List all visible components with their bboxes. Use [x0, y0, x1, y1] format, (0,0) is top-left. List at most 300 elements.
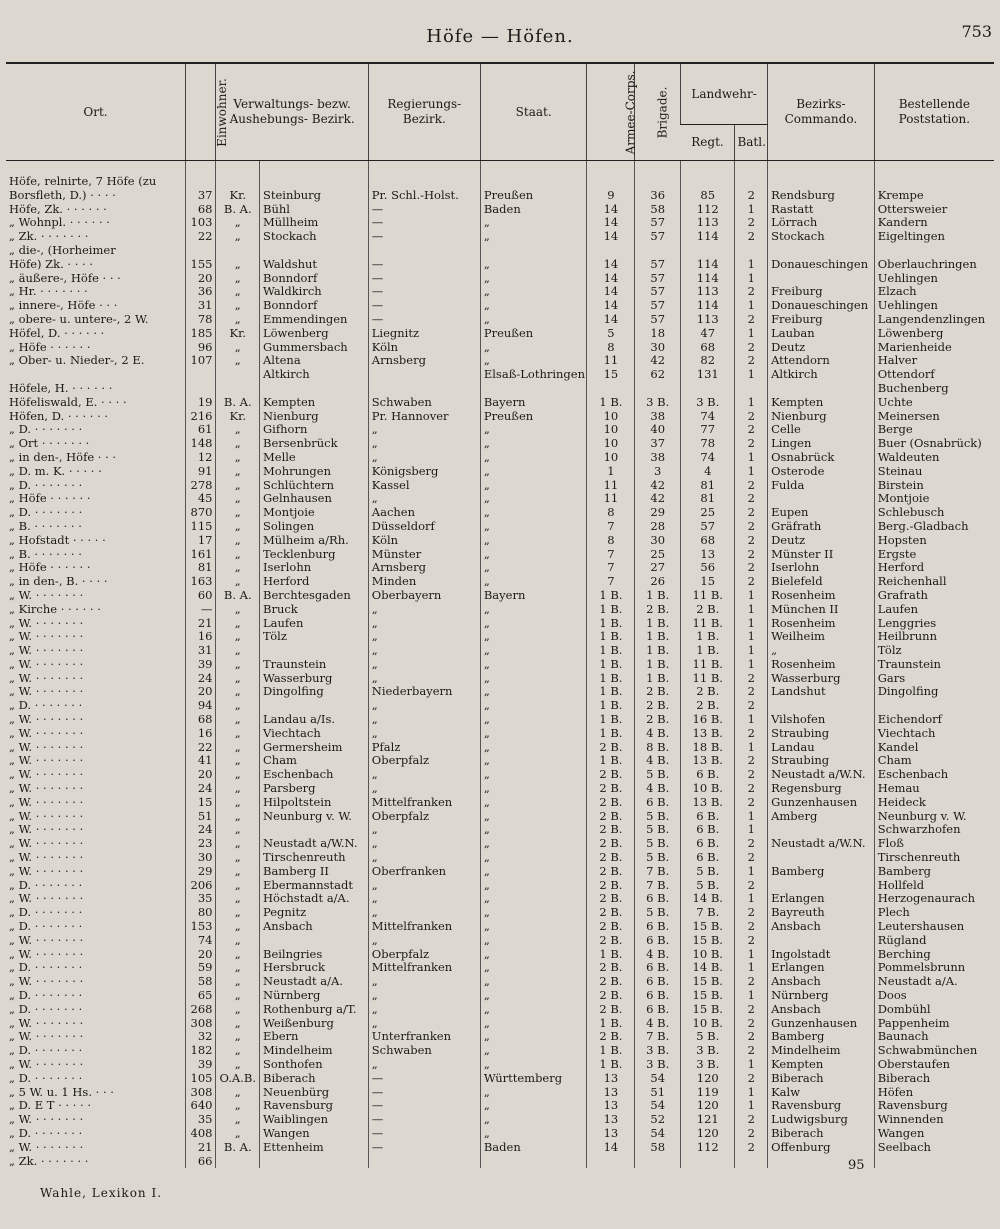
- cell-ac: 1 B.: [587, 685, 635, 699]
- cell-reg: Pr. Hannover: [368, 410, 480, 424]
- cell-post: Cham: [874, 754, 994, 768]
- cell-bez: Bersenbrück: [260, 437, 369, 451]
- cell-ac: 7: [587, 575, 635, 589]
- cell-rg: 2 B.: [681, 685, 735, 699]
- cell-ac: [587, 161, 635, 189]
- cell-rg: 121: [681, 1113, 735, 1127]
- cell-br: 38: [635, 410, 681, 424]
- footer-signature: 95: [848, 1158, 865, 1173]
- cell-reg: „: [368, 727, 480, 741]
- cell-cmd: Rosenheim: [768, 617, 875, 631]
- cell-ac: 14: [587, 299, 635, 313]
- cell-ew: 22: [186, 741, 216, 755]
- cell-bt: 1: [735, 810, 768, 824]
- cell-ort: „ B. · · · · · · ·: [9, 519, 82, 533]
- cell-br: 57: [635, 272, 681, 286]
- table-row: [6, 244, 994, 258]
- cell-post: Schwabmünchen: [874, 1044, 994, 1058]
- cell-ew: 12: [186, 451, 216, 465]
- cell-bt: [735, 244, 768, 258]
- cell-ort: „ D. · · · · · · ·: [9, 1002, 83, 1016]
- table-row: [6, 1058, 994, 1072]
- cell-post: Hemau: [874, 782, 994, 796]
- cell-reg: „: [368, 699, 480, 713]
- cell-st: „: [480, 796, 587, 810]
- cell-ac: 1 B.: [587, 754, 635, 768]
- cell-st: „: [480, 520, 587, 534]
- cell-st: „: [480, 341, 587, 355]
- cell-reg: „: [368, 768, 480, 782]
- table-row: [6, 1086, 994, 1100]
- cell-bt: 2: [735, 1141, 768, 1155]
- cell-reg: Oberpfalz: [368, 810, 480, 824]
- cell-ew: 37: [186, 189, 216, 203]
- cell-post: Marienheide: [874, 341, 994, 355]
- cell-st: „: [480, 920, 587, 934]
- cell-bt: 2: [735, 189, 768, 203]
- cell-bez: Bühl: [260, 203, 369, 217]
- cell-post: Löwenberg: [874, 327, 994, 341]
- cell-rg: 47: [681, 327, 735, 341]
- cell-post: Uehlingen: [874, 299, 994, 313]
- cell-ort: Höfeliswald, E. · · · ·: [9, 395, 127, 409]
- cell-cmd: Deutz: [768, 534, 875, 548]
- cell-ac: 2 B.: [587, 975, 635, 989]
- cell-reg: Unterfranken: [368, 1030, 480, 1044]
- cell-reg: „: [368, 823, 480, 837]
- cell-br: 4 B.: [635, 1017, 681, 1031]
- table-row: [6, 892, 994, 906]
- cell-ac: 1 B.: [587, 1058, 635, 1072]
- cell-reg: „: [368, 879, 480, 893]
- cell-art: „: [216, 961, 260, 975]
- cell-cmd: Ingolstadt: [768, 948, 875, 962]
- cell-bez: Wasserburg: [260, 672, 369, 686]
- cell-art: „: [216, 341, 260, 355]
- table-row: [6, 341, 994, 355]
- cell-art: „: [216, 658, 260, 672]
- cell-st: „: [480, 272, 587, 286]
- cell-st: [480, 244, 587, 258]
- cell-ort: „ D. · · · · · · ·: [9, 878, 83, 892]
- cell-ac: 2 B.: [587, 823, 635, 837]
- cell-art: „: [216, 699, 260, 713]
- table-row: [6, 313, 994, 327]
- cell-ort: „ Wohnpl. · · · · · ·: [9, 216, 110, 230]
- cell-ac: 1 B.: [587, 658, 635, 672]
- cell-ew: 17: [186, 534, 216, 548]
- col-header-batl: Batl.: [735, 125, 768, 161]
- cell-br: 36: [635, 189, 681, 203]
- cell-cmd: Ludwigsburg: [768, 1113, 875, 1127]
- cell-post: Höfen: [874, 1086, 994, 1100]
- cell-bez: Viechtach: [260, 727, 369, 741]
- cell-st: „: [480, 823, 587, 837]
- cell-ort: „ D. m. K. · · · · ·: [9, 464, 102, 478]
- cell-post: Berching: [874, 948, 994, 962]
- table-row: [6, 492, 994, 506]
- cell-ac: 1 B.: [587, 630, 635, 644]
- cell-ac: 7: [587, 548, 635, 562]
- table-row: [6, 216, 994, 230]
- cell-cmd: Lauban: [768, 327, 875, 341]
- cell-bez: Altena: [260, 354, 369, 368]
- cell-cmd: Ansbach: [768, 920, 875, 934]
- cell-bez: Schlüchtern: [260, 479, 369, 493]
- cell-bt: 2: [735, 423, 768, 437]
- cell-bez: Ravensburg: [260, 1099, 369, 1113]
- cell-rg: 6 B.: [681, 851, 735, 865]
- cell-art: „: [216, 989, 260, 1003]
- cell-reg: [368, 1155, 480, 1169]
- cell-bez: Mindelheim: [260, 1044, 369, 1058]
- cell-rg: 5 B.: [681, 879, 735, 893]
- cell-bt: 2: [735, 727, 768, 741]
- cell-br: 6 B.: [635, 920, 681, 934]
- table-row: [6, 1127, 994, 1141]
- cell-bt: 2: [735, 534, 768, 548]
- cell-br: 4 B.: [635, 782, 681, 796]
- cell-art: „: [216, 768, 260, 782]
- cell-reg: „: [368, 837, 480, 851]
- cell-st: „: [480, 644, 587, 658]
- cell-bez: Waldshut: [260, 258, 369, 272]
- cell-br: 1 B.: [635, 658, 681, 672]
- cell-ort: „ W. · · · · · · ·: [9, 671, 84, 685]
- cell-st: Preußen: [480, 189, 587, 203]
- cell-ac: 11: [587, 354, 635, 368]
- cell-ort: „ Ober- u. Nieder-, 2 E.: [9, 354, 145, 368]
- cell-bt: 1: [735, 1058, 768, 1072]
- cell-ew: 81: [186, 561, 216, 575]
- cell-br: 40: [635, 423, 681, 437]
- table-row: [6, 161, 994, 189]
- cell-bt: 2: [735, 548, 768, 562]
- cell-bez: Mülheim a/Rh.: [260, 534, 369, 548]
- table-row: [6, 685, 994, 699]
- cell-rg: [681, 1155, 735, 1169]
- cell-post: Traunstein: [874, 658, 994, 672]
- table-row: [6, 548, 994, 562]
- cell-st: [480, 1155, 587, 1169]
- cell-ac: 8: [587, 341, 635, 355]
- cell-st: „: [480, 575, 587, 589]
- cell-cmd: Ravensburg: [768, 1099, 875, 1113]
- cell-rg: 120: [681, 1127, 735, 1141]
- cell-reg: Oberpfalz: [368, 948, 480, 962]
- cell-st: „: [480, 685, 587, 699]
- table-row: [6, 520, 994, 534]
- cell-ac: 2 B.: [587, 879, 635, 893]
- cell-ort: „ D. · · · · · · ·: [9, 1126, 83, 1140]
- cell-art: „: [216, 423, 260, 437]
- cell-bt: 2: [735, 685, 768, 699]
- cell-st: „: [480, 1017, 587, 1031]
- cell-ew: 408: [186, 1127, 216, 1141]
- cell-ac: 14: [587, 203, 635, 217]
- cell-bt: 1: [735, 961, 768, 975]
- cell-cmd: Regensburg: [768, 782, 875, 796]
- table-body: [6, 161, 994, 1169]
- cell-ew: 19: [186, 396, 216, 410]
- table-row: [6, 948, 994, 962]
- cell-st: „: [480, 851, 587, 865]
- cell-rg: 82: [681, 354, 735, 368]
- cell-rg: 114: [681, 258, 735, 272]
- cell-rg: 2 B.: [681, 603, 735, 617]
- cell-post: Schwarzhofen: [874, 823, 994, 837]
- cell-bt: [735, 161, 768, 189]
- cell-rg: 113: [681, 216, 735, 230]
- cell-bez: Emmendingen: [260, 313, 369, 327]
- cell-br: 1 B.: [635, 589, 681, 603]
- cell-bez: Solingen: [260, 520, 369, 534]
- cell-post: Oberstaufen: [874, 1058, 994, 1072]
- cell-ort: „ W. · · · · · · ·: [9, 809, 84, 823]
- cell-ac: 2 B.: [587, 768, 635, 782]
- cell-bez: Nienburg: [260, 410, 369, 424]
- cell-cmd: Freiburg: [768, 313, 875, 327]
- cell-bt: 2: [735, 796, 768, 810]
- cell-bt: 2: [735, 506, 768, 520]
- cell-br: 1 B.: [635, 644, 681, 658]
- cell-reg: Mittelfranken: [368, 796, 480, 810]
- cell-br: 54: [635, 1127, 681, 1141]
- cell-post: Halver: [874, 354, 994, 368]
- cell-ew: 21: [186, 1141, 216, 1155]
- cell-bez: Ebern: [260, 1030, 369, 1044]
- cell-cmd: Osterode: [768, 465, 875, 479]
- cell-reg: „: [368, 644, 480, 658]
- cell-ew: 78: [186, 313, 216, 327]
- cell-st: „: [480, 313, 587, 327]
- cell-rg: 15 B.: [681, 989, 735, 1003]
- cell-post: Doos: [874, 989, 994, 1003]
- table-row: [6, 230, 994, 244]
- cell-ort: „ Höfe · · · · · ·: [9, 492, 91, 506]
- cell-br: 3 B.: [635, 396, 681, 410]
- cell-ac: 2 B.: [587, 796, 635, 810]
- cell-bez: Kempten: [260, 396, 369, 410]
- cell-ew: [186, 368, 216, 382]
- cell-cmd: [768, 934, 875, 948]
- cell-bez: Neustadt a/W.N.: [260, 837, 369, 851]
- cell-ort: „ äußere-, Höfe · · ·: [9, 271, 121, 285]
- cell-rg: 18 B.: [681, 741, 735, 755]
- cell-st: „: [480, 354, 587, 368]
- cell-st: „: [480, 672, 587, 686]
- footer-publisher: Wahle, Lexikon I.: [40, 1186, 163, 1200]
- cell-bt: 2: [735, 1044, 768, 1058]
- cell-bez: Montjoie: [260, 506, 369, 520]
- cell-bez: [260, 644, 369, 658]
- cell-bez: [260, 699, 369, 713]
- cell-reg: [368, 161, 480, 189]
- cell-bez: Bonndorf: [260, 299, 369, 313]
- cell-ew: 39: [186, 1058, 216, 1072]
- cell-ort: „ Höfe · · · · · ·: [9, 561, 91, 575]
- col-header-ort: Ort.: [6, 63, 186, 161]
- cell-br: 42: [635, 492, 681, 506]
- cell-st: „: [480, 713, 587, 727]
- cell-reg: „: [368, 603, 480, 617]
- cell-cmd: „: [768, 644, 875, 658]
- cell-reg: Königsberg: [368, 465, 480, 479]
- cell-ort: „ Zk. · · · · · · ·: [9, 230, 89, 244]
- cell-ac: 1 B.: [587, 672, 635, 686]
- cell-bez: [260, 1155, 369, 1169]
- cell-bt: 2: [735, 782, 768, 796]
- cell-bez: Steinburg: [260, 189, 369, 203]
- cell-bt: [735, 1155, 768, 1169]
- table-row: [6, 603, 994, 617]
- cell-st: „: [480, 630, 587, 644]
- cell-rg: 11 B.: [681, 672, 735, 686]
- cell-ew: 268: [186, 1003, 216, 1017]
- cell-st: „: [480, 561, 587, 575]
- cell-cmd: Kalw: [768, 1086, 875, 1100]
- cell-ac: 13: [587, 1086, 635, 1100]
- cell-art: „: [216, 465, 260, 479]
- cell-reg: —: [368, 216, 480, 230]
- cell-bez: Weißenburg: [260, 1017, 369, 1031]
- cell-art: „: [216, 272, 260, 286]
- cell-art: Kr.: [216, 327, 260, 341]
- cell-cmd: Landshut: [768, 685, 875, 699]
- cell-ort: „ 5 W. u. 1 Hs. · · ·: [9, 1085, 114, 1099]
- cell-st: „: [480, 492, 587, 506]
- cell-ac: 13: [587, 1072, 635, 1086]
- cell-cmd: Bayreuth: [768, 906, 875, 920]
- table-row: [6, 699, 994, 713]
- cell-cmd: [768, 699, 875, 713]
- cell-bt: 2: [735, 313, 768, 327]
- cell-art: B. A.: [216, 396, 260, 410]
- cell-ac: 1 B.: [587, 1017, 635, 1031]
- cell-ort: Höfe) Zk. · · · ·: [9, 257, 94, 271]
- cell-ew: 23: [186, 837, 216, 851]
- table-row: [6, 754, 994, 768]
- table-row: [6, 1030, 994, 1044]
- cell-rg: 114: [681, 299, 735, 313]
- cell-reg: „: [368, 782, 480, 796]
- table-row: [6, 203, 994, 217]
- cell-cmd: Bamberg: [768, 865, 875, 879]
- cell-ort: „ innere-, Höfe · · ·: [9, 299, 118, 313]
- cell-st: [480, 382, 587, 396]
- cell-ew: 24: [186, 672, 216, 686]
- col-header-regt: Regt.: [681, 125, 735, 161]
- cell-ac: 1 B.: [587, 589, 635, 603]
- cell-st: Elsaß-Lothringen: [480, 368, 587, 382]
- cell-bt: 1: [735, 713, 768, 727]
- col-header-verwaltung: Verwaltungs- bezw. Aushebungs- Bezirk.: [216, 63, 368, 161]
- cell-ew: 16: [186, 630, 216, 644]
- cell-bt: 1: [735, 948, 768, 962]
- cell-reg: Kassel: [368, 479, 480, 493]
- table-row: [6, 906, 994, 920]
- cell-cmd: Rosenheim: [768, 589, 875, 603]
- cell-bt: 2: [735, 230, 768, 244]
- cell-rg: 16 B.: [681, 713, 735, 727]
- cell-reg: „: [368, 1058, 480, 1072]
- cell-post: Hollfeld: [874, 879, 994, 893]
- cell-art: „: [216, 285, 260, 299]
- cell-cmd: Freiburg: [768, 285, 875, 299]
- cell-ort: „ W. · · · · · · ·: [9, 933, 84, 947]
- cell-br: 54: [635, 1072, 681, 1086]
- cell-ac: 10: [587, 451, 635, 465]
- cell-rg: 113: [681, 313, 735, 327]
- table-row: [6, 589, 994, 603]
- cell-post: Buer (Osnabrück): [874, 437, 994, 451]
- cell-post: Bamberg: [874, 865, 994, 879]
- cell-art: „: [216, 1030, 260, 1044]
- cell-art: „: [216, 1127, 260, 1141]
- cell-st: „: [480, 423, 587, 437]
- cell-ort: Höfele, H. · · · · · ·: [9, 381, 113, 395]
- cell-ort: „ W. · · · · · · ·: [9, 947, 84, 961]
- cell-bt: 1: [735, 603, 768, 617]
- cell-st: „: [480, 548, 587, 562]
- cell-art: „: [216, 1099, 260, 1113]
- cell-ac: 13: [587, 1127, 635, 1141]
- cell-art: „: [216, 451, 260, 465]
- cell-reg: Minden: [368, 575, 480, 589]
- cell-bt: 2: [735, 851, 768, 865]
- col-header-landwehr: Landwehr-: [681, 63, 768, 125]
- cell-ort: „ Ort · · · · · · ·: [9, 437, 90, 451]
- cell-ac: 2 B.: [587, 741, 635, 755]
- cell-br: 6 B.: [635, 892, 681, 906]
- cell-st: Bayern: [480, 396, 587, 410]
- cell-bez: Parsberg: [260, 782, 369, 796]
- cell-br: 5 B.: [635, 837, 681, 851]
- cell-rg: 3 B.: [681, 1044, 735, 1058]
- cell-bt: 1: [735, 589, 768, 603]
- cell-ac: 13: [587, 1099, 635, 1113]
- cell-br: 25: [635, 548, 681, 562]
- cell-ew: 29: [186, 865, 216, 879]
- cell-ac: 2 B.: [587, 782, 635, 796]
- cell-ac: 1: [587, 465, 635, 479]
- cell-bt: 1: [735, 617, 768, 631]
- table-row: [6, 658, 994, 672]
- cell-bt: 1: [735, 865, 768, 879]
- cell-br: 7 B.: [635, 865, 681, 879]
- cell-art: „: [216, 258, 260, 272]
- cell-ew: 68: [186, 203, 216, 217]
- cell-bt: 1: [735, 989, 768, 1003]
- table-row: [6, 272, 994, 286]
- cell-art: „: [216, 906, 260, 920]
- cell-bez: Traunstein: [260, 658, 369, 672]
- cell-post: Rügland: [874, 934, 994, 948]
- cell-reg: „: [368, 989, 480, 1003]
- cell-br: 38: [635, 451, 681, 465]
- cell-bt: 2: [735, 1127, 768, 1141]
- cell-ort: „ in den-, B. · · · ·: [9, 575, 108, 589]
- cell-bt: 1: [735, 299, 768, 313]
- cell-post: Eigeltingen: [874, 230, 994, 244]
- cell-bez: Biberach: [260, 1072, 369, 1086]
- cell-reg: „: [368, 451, 480, 465]
- cell-br: 2 B.: [635, 713, 681, 727]
- cell-ew: 51: [186, 810, 216, 824]
- cell-post: Schlebusch: [874, 506, 994, 520]
- cell-cmd: Nienburg: [768, 410, 875, 424]
- cell-art: „: [216, 879, 260, 893]
